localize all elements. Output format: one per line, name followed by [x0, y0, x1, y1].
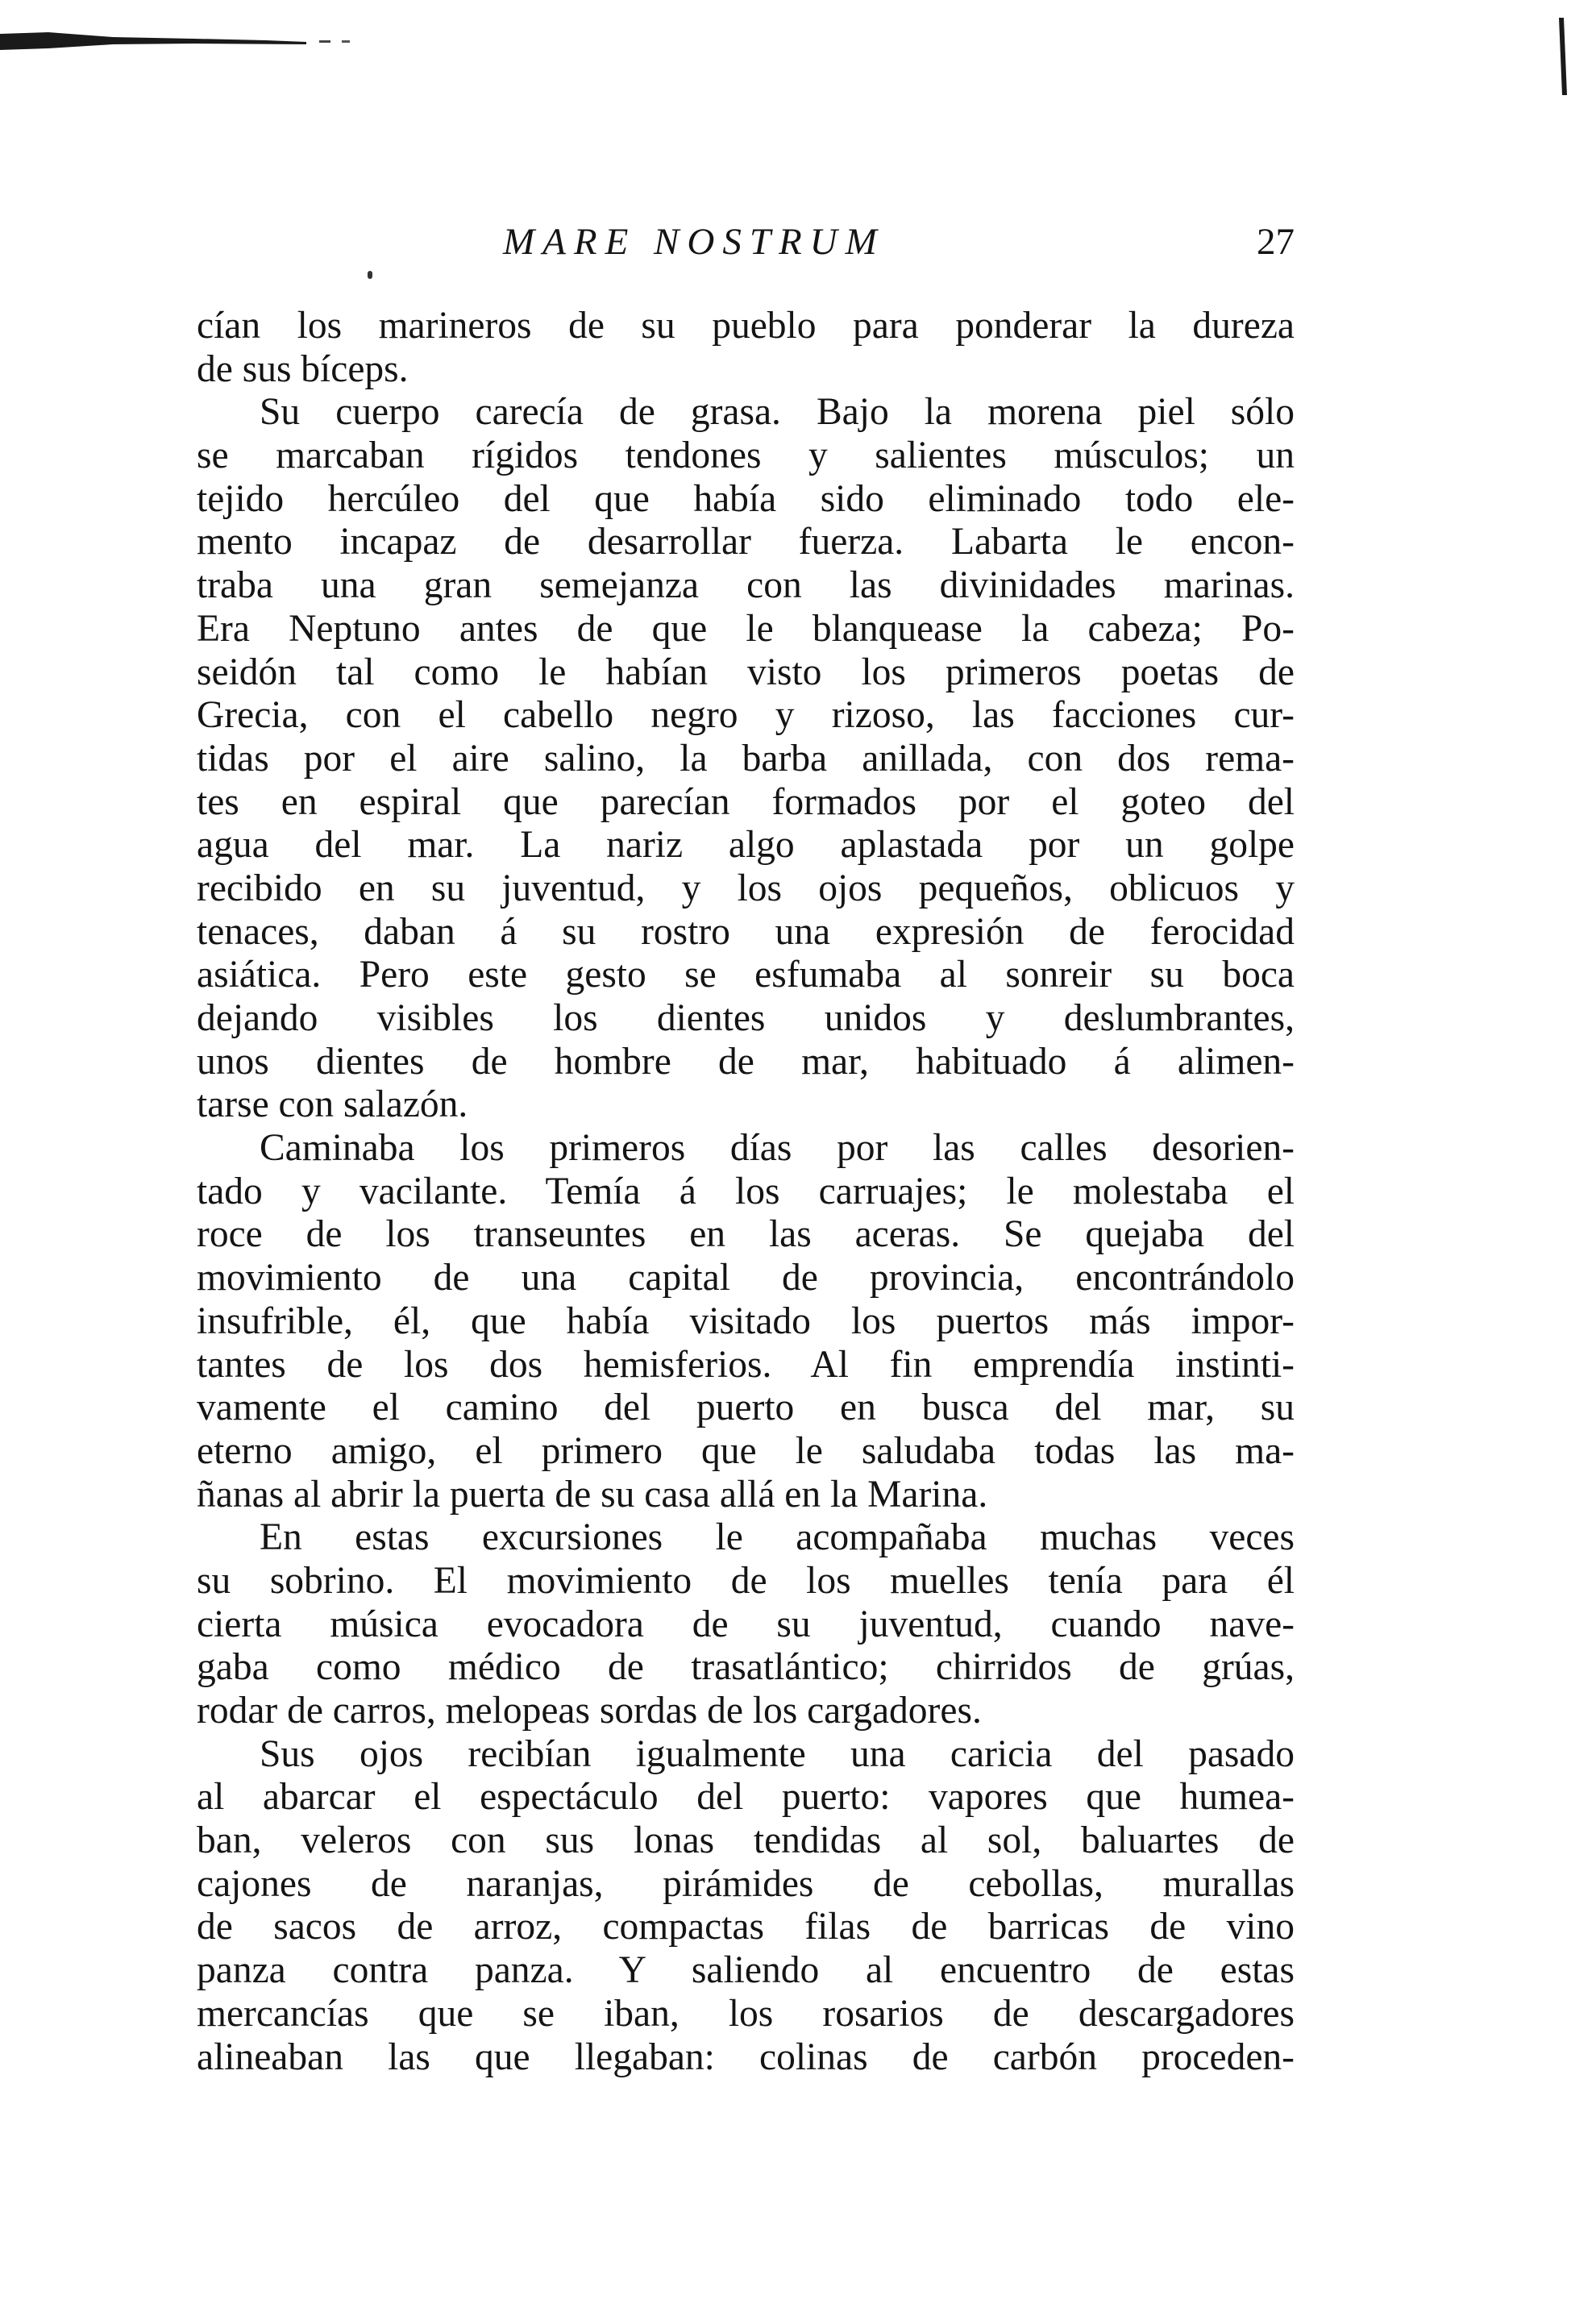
page-number: 27: [1257, 221, 1295, 263]
text-line: Era Neptuno antes de que le blanquease la cabeza; Po-: [197, 607, 1295, 650]
text-line: eterno amigo, el primero que le saludaba todas las ma-: [197, 1429, 1295, 1472]
text-line: movimiento de una capital de provincia, encontrándolo: [197, 1257, 1295, 1299]
text-line: alineaban las que llegaban: colinas de carbón proceden-: [197, 2035, 1295, 2078]
text-line: tidas por el aire salino, la barba anillada, con dos rema-: [197, 737, 1295, 780]
text-line: mercancías que se iban, los rosarios de descargadores: [197, 1992, 1295, 2035]
text-line: insufrible, él, que había visitado los puertos más impor-: [197, 1299, 1295, 1342]
text-line: su sobrino. El movimiento de los muelles tenía para él: [197, 1559, 1295, 1602]
paragraph: [197, 1516, 1295, 1732]
text-line: tantes de los dos hemisferios. Al fin emprendía instinti-: [197, 1343, 1295, 1386]
text-line: traba una gran semejanza con las divinidades marinas.: [197, 564, 1295, 607]
text-line: ñanas al abrir la puerta de su casa allá en la Marina.: [197, 1473, 988, 1516]
text-line: Sus ojos recibían igualmente una caricia del pasado: [260, 1732, 1295, 1775]
text-line: dejando visibles los dientes unidos y deslumbrantes,: [197, 997, 1295, 1039]
paragraph: [197, 305, 1295, 391]
text-line: tado y vacilante. Temía á los carruajes; le molestaba el: [197, 1170, 1295, 1212]
text-line: panza contra panza. Y saliendo al encuentro de estas: [197, 1949, 1295, 1992]
text-line: cierta música evocadora de su juventud, cuando nave-: [197, 1603, 1295, 1645]
text-line: cajones de naranjas, pirámides de cebollas, murallas: [197, 1862, 1295, 1905]
text-line: agua del mar. La nariz algo aplastada por un golpe: [197, 824, 1295, 867]
text-line: rodar de carros, melopeas sordas de los cargadores.: [197, 1690, 982, 1732]
scan-edge-mark: [0, 31, 371, 52]
text-line: roce de los transeuntes en las aceras. Se quejaba del: [197, 1213, 1295, 1256]
text-line: Grecia, con el cabello negro y rizoso, las facciones cur-: [197, 694, 1295, 737]
text-line: tejido hercúleo del que había sido eliminado todo ele-: [197, 477, 1295, 520]
paragraph: [197, 1127, 1295, 1516]
scan-edge-stroke: [1557, 18, 1569, 95]
paragraph: [197, 1733, 1295, 2080]
text-line: Su cuerpo carecía de grasa. Bajo la morena piel sólo: [260, 391, 1295, 434]
text-line: seidón tal como le habían visto los primeros poetas de: [197, 651, 1295, 693]
text-line: vamente el camino del puerto en busca del mar, su: [197, 1387, 1295, 1429]
running-title: MARE NOSTRUM: [503, 221, 885, 263]
text-line: asiática. Pero este gesto se esfumaba al sonreir su boca: [197, 954, 1295, 996]
text-line: de sus bíceps.: [197, 347, 409, 390]
paragraph: [197, 391, 1295, 1127]
body-text: [197, 305, 1295, 2079]
text-line: En estas excursiones le acompañaba muchas veces: [260, 1516, 1295, 1559]
running-head: [197, 211, 1295, 272]
text-line: cían los marineros de su pueblo para ponderar la dureza: [197, 305, 1295, 347]
text-line: tes en espiral que parecían formados por el goteo del: [197, 780, 1295, 823]
text-line: Caminaba los primeros días por las calles desorien-: [260, 1127, 1295, 1170]
text-line: tenaces, daban á su rostro una expresión de ferocidad: [197, 910, 1295, 953]
text-line: ban, veleros con sus lonas tendidas al sol, baluartes de: [197, 1819, 1295, 1862]
text-line: unos dientes de hombre de mar, habituado á alimen-: [197, 1040, 1295, 1083]
text-line: se marcaban rígidos tendones y salientes músculos; un: [197, 435, 1295, 477]
text-line: tarse con salazón.: [197, 1083, 468, 1126]
text-line: al abarcar el espectáculo del puerto: vapores que humea-: [197, 1776, 1295, 1819]
text-line: de sacos de arroz, compactas filas de barricas de vino: [197, 1906, 1295, 1948]
text-line: gaba como médico de trasatlántico; chirridos de grúas,: [197, 1646, 1295, 1689]
text-line: recibido en su juventud, y los ojos pequeños, oblicuos y: [197, 867, 1295, 909]
text-line: mento incapaz de desarrollar fuerza. Labarta le encon-: [197, 521, 1295, 563]
